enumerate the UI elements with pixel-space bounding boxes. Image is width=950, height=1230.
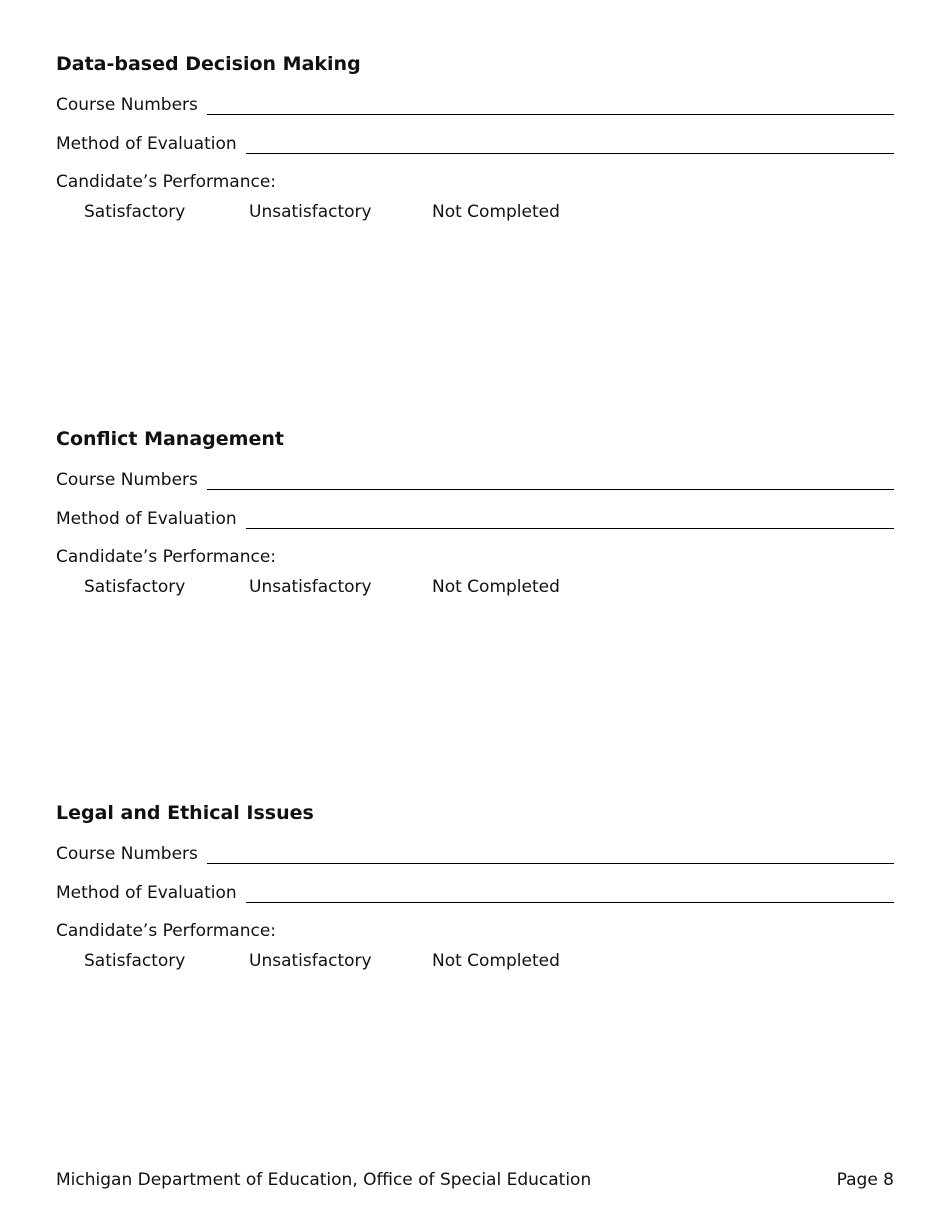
section-title: Data-based Decision Making <box>56 53 361 75</box>
option-satisfactory[interactable]: Satisfactory <box>84 202 186 222</box>
option-unsatisfactory[interactable]: Unsatisfactory <box>249 202 372 222</box>
course-numbers-label: Course Numbers <box>56 470 198 490</box>
method-of-evaluation-field[interactable] <box>246 882 894 903</box>
option-unsatisfactory[interactable]: Unsatisfactory <box>249 577 372 597</box>
course-numbers-row <box>56 468 894 492</box>
course-numbers-field[interactable] <box>207 843 894 864</box>
option-satisfactory[interactable]: Satisfactory <box>84 577 186 597</box>
candidate-performance-label: Candidate’s Performance: <box>56 172 277 192</box>
method-of-evaluation-label: Method of Evaluation <box>56 883 237 903</box>
course-numbers-row <box>56 93 894 117</box>
section-data-based-decision-making <box>56 52 894 252</box>
footer-organization: Michigan Department of Education, Office of Special Education <box>56 1170 592 1190</box>
option-satisfactory[interactable]: Satisfactory <box>84 951 186 971</box>
page-number: Page 8 <box>836 1170 894 1190</box>
option-not-completed[interactable]: Not Completed <box>432 577 560 597</box>
section-title: Legal and Ethical Issues <box>56 802 314 824</box>
section-conflict-management <box>56 427 894 627</box>
course-numbers-label: Course Numbers <box>56 844 198 864</box>
section-legal-and-ethical-issues <box>56 801 894 1001</box>
course-numbers-field[interactable] <box>207 469 894 490</box>
course-numbers-row <box>56 842 894 866</box>
course-numbers-field[interactable] <box>207 94 894 115</box>
method-of-evaluation-row <box>56 507 894 531</box>
section-title: Conflict Management <box>56 428 284 450</box>
method-of-evaluation-field[interactable] <box>246 133 894 154</box>
course-numbers-label: Course Numbers <box>56 95 198 115</box>
method-of-evaluation-row <box>56 132 894 156</box>
option-not-completed[interactable]: Not Completed <box>432 202 560 222</box>
candidate-performance-label: Candidate’s Performance: <box>56 921 277 941</box>
method-of-evaluation-field[interactable] <box>246 508 894 529</box>
option-unsatisfactory[interactable]: Unsatisfactory <box>249 951 372 971</box>
method-of-evaluation-row <box>56 881 894 905</box>
option-not-completed[interactable]: Not Completed <box>432 951 560 971</box>
candidate-performance-label: Candidate’s Performance: <box>56 547 277 567</box>
method-of-evaluation-label: Method of Evaluation <box>56 509 237 529</box>
method-of-evaluation-label: Method of Evaluation <box>56 134 237 154</box>
